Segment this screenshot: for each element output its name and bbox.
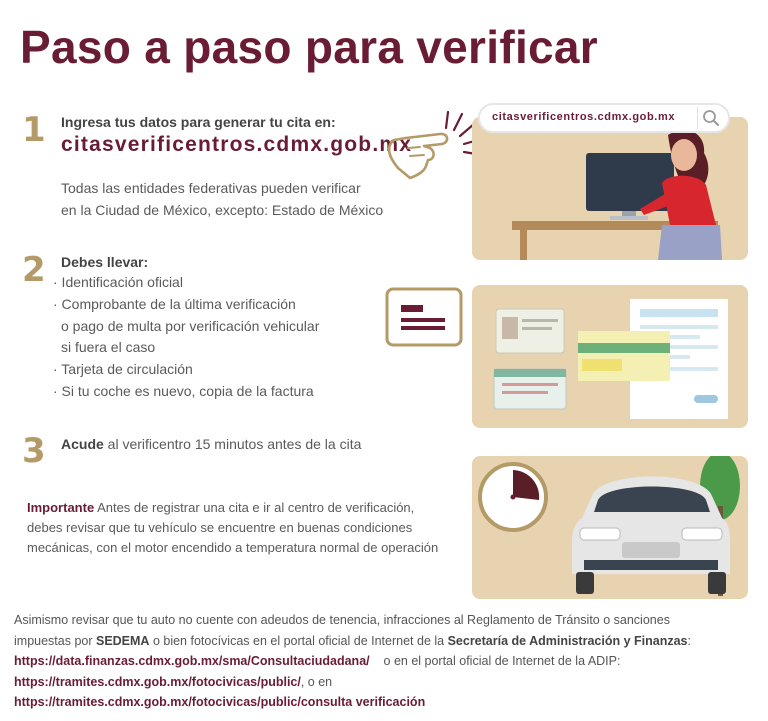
step-2-heading: Debes llevar: [61,254,149,270]
footer-line5 [14,692,762,713]
page-title: Paso a paso para verificar [20,21,598,73]
list-item: · Identificación oficial [53,274,183,290]
step-1-heading: Ingresa tus datos para generar tu cita en: [61,114,336,130]
important-line2: debes revisar que tu vehículo se encuentre en buenas condiciones [27,520,413,535]
step-1-note-line2: en la Ciudad de México, excepto: Estado de México [61,202,384,218]
sedema-label: SEDEMA [95,633,150,648]
footer-line1: Asimismo revisar que tu auto no cuente con adeudos de tenencia, infracciones al Reglamento de Tránsito o sanciones [14,613,670,627]
step-1-note-line1: Todas las entidades federativas pueden verificar [61,180,361,196]
important-line1: Importante Antes de registrar una cita e ir al centro de verificación, [27,500,415,515]
hand-pointer-icon [380,108,480,188]
step-1-number: 1 [22,110,46,150]
step-3-rest: al verificentro 15 minutos antes de la cita [103,436,362,452]
important-line3: mecánicas, con el motor encendido a temperatura normal de operación [27,540,439,555]
list-item: o pago de multa por verificación vehicular [61,317,320,334]
list-item: · Si tu coche es nuevo, copia de la factura [53,382,314,399]
search-bar[interactable] [478,103,730,133]
consulta-ciudadana-link[interactable]: https://data.finanzas.cdmx.gob.mx/sma/Consultaciudadana/ [14,654,370,668]
secretaria-label: Secretaría de Administración y Finanzas [447,633,688,648]
search-icon[interactable] [702,109,720,127]
list-item: si fuera el caso [61,339,156,356]
footer-line4: https://tramites.cdmx.gob.mx/fotocivicas/public/, o en [14,674,333,689]
consulta-verificacion-link[interactable]: https://tramites.cdmx.gob.mx/fotocivicas/public/consulta verificación [14,695,426,709]
computer-illustration-panel [472,117,748,260]
search-bar-text: citasverificentros.cdmx.gob.mx [492,111,676,123]
step-2-number: 2 [22,250,46,290]
documents-illustration-panel [472,285,748,428]
footer-line3: https://data.finanzas.cdmx.gob.mx/sma/Consultaciudadana/ o en el portal oficial de Internet de la ADIP: [14,654,621,668]
step-1-url[interactable]: citasverificentros.cdmx.gob.mx [61,133,413,156]
step-3-number: 3 [22,431,46,471]
fotocivicas-link[interactable]: https://tramites.cdmx.gob.mx/fotocivicas/public/ [14,674,301,689]
step-3-lead: Acude [61,436,104,452]
important-label: Importante [27,500,95,515]
important-note [27,498,438,558]
clock-icon [476,460,550,534]
step-2-requirements-list [53,272,319,403]
id-card-icon [385,287,463,347]
list-item: · Tarjeta de circulación [53,361,193,378]
footer-note [14,610,762,713]
person-at-computer-illustration [472,117,748,260]
footer-line2: impuestas por SEDEMA o bien fotocívicas en el portal oficial de Internet de la Secretaría de Administración y Finanzas: [14,633,691,648]
list-item: · Comprobante de la última verificación [53,295,296,312]
step-3-text [61,433,361,455]
documents-illustration [472,285,748,428]
